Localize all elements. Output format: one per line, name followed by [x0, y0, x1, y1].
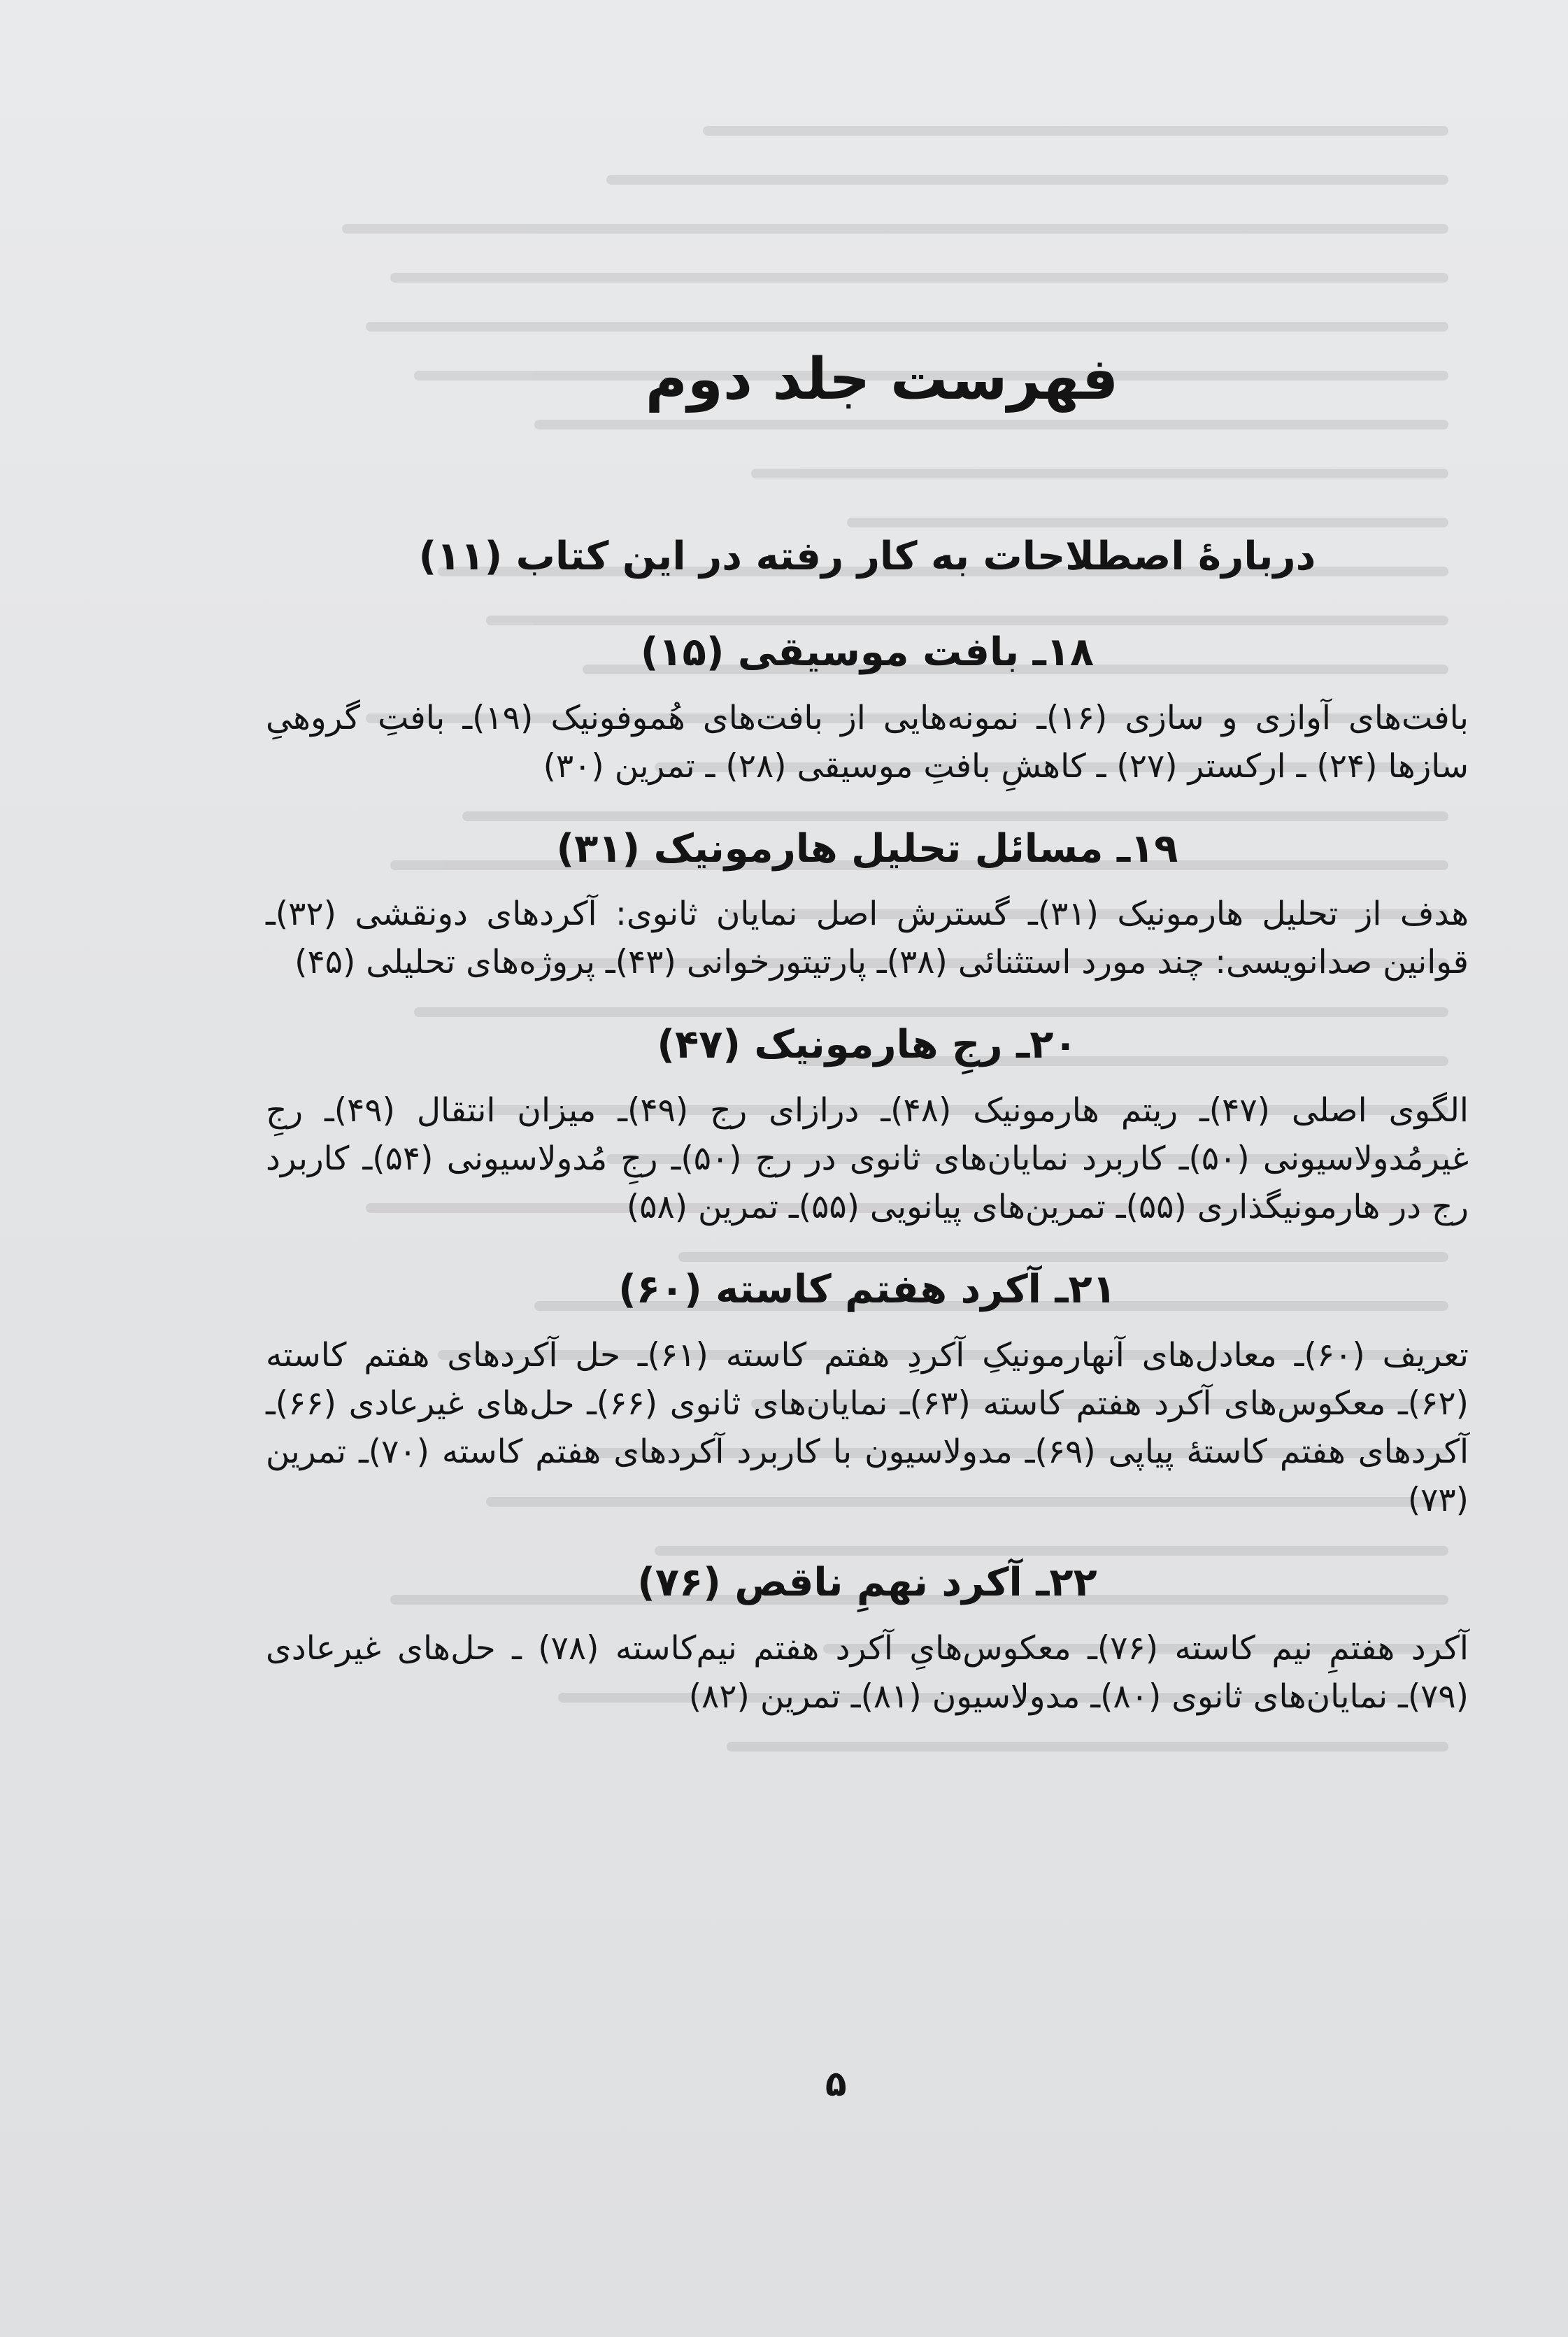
chapter-heading: ۲۰ـ رجِ هارمونیک (۴۷) [657, 1022, 1078, 1068]
table-of-contents [266, 532, 1469, 1754]
chapter-contents: تعریف (۶۰)ـ معادل‌های آنهارمونیکِ آکردِ هفتم کاسته (۶۱)ـ حل آکردهای هفتم کاسته (۶۲)ـ معکوس‌های آکرد هفتم کاسته (۶۳)ـ نمایان‌های ثانوی (۶۶)ـ حل‌های غیرعادی (۶۶)ـ آکردهای هفتم کاستهٔ پیاپی (۶۹)ـ مدولاسیون با کاربرد آکردهای هفتم کاسته (۷۰)ـ تمرین (۷۳) [266, 1335, 1469, 1519]
chapter-contents: بافت‌های آوازی و سازی (۱۶)ـ نمونه‌هایی از بافت‌های هُموفونیک (۱۹)ـ بافتِ گروهیِ سازها (۲۴) ـ ارکستر (۲۷) ـ کاهشِ بافتِ موسیقی (۲۸) ـ تمرین (۳۰) [266, 698, 1469, 786]
chapter-20 [266, 1020, 1469, 1231]
chapter-22 [266, 1558, 1469, 1721]
chapter-18 [266, 627, 1469, 790]
chapter-contents: هدف از تحلیل هارمونیک (۳۱)ـ گسترش اصل نمایان ثانوی: آکردهای دونقشی (۳۲)ـ قوانین صدانویسی: چند مورد استثنائی (۳۸)ـ پارتیتورخوانی (۴۳)ـ پروژه‌های تحلیلی (۴۵) [266, 895, 1469, 982]
chapter-heading: ۲۲ـ آکرد نهمِ ناقص (۷۶) [637, 1559, 1097, 1605]
chapter-19 [266, 824, 1469, 987]
chapter-contents: الگوی اصلی (۴۷)ـ ریتم هارمونیک (۴۸)ـ درازای رج (۴۹)ـ میزان انتقال (۴۹)ـ رجِ غیرمُدولاسیونی (۵۰)ـ کاربرد نمایان‌های ثانوی در رج (۵۰)ـ رجِ مُدولاسیونی (۵۴)ـ کاربرد رج در هارمونیگذاری (۵۵)ـ تمرین‌های پیانویی (۵۵)ـ تمرین (۵۸) [266, 1091, 1469, 1227]
page-title: فهرست جلد دوم [645, 346, 1119, 413]
chapter-contents: آکرد هفتمِ نیم کاسته (۷۶)ـ معکوس‌هایِ آکرد هفتم نیم‌کاسته (۷۸) ـ حل‌های غیرعادی (۷۹)ـ نمایان‌های ثانوی (۸۰)ـ مدولاسیون (۸۱)ـ تمرین (۸۲) [266, 1628, 1469, 1716]
chapter-21 [266, 1265, 1469, 1524]
chapter-heading: ۱۹ـ مسائل تحلیل هارمونیک (۳۱) [556, 825, 1178, 872]
chapter-heading: ۱۸ـ بافت موسیقی (۱۵) [640, 629, 1095, 675]
page-number: ۵ [825, 2063, 847, 2104]
chapter-heading: ۲۱ـ آکرد هفتم کاسته (۶۰) [618, 1267, 1116, 1313]
intro-heading: دربارهٔ اصطلاحات به کار رفته در این کتاب (۱۱) [418, 534, 1316, 579]
